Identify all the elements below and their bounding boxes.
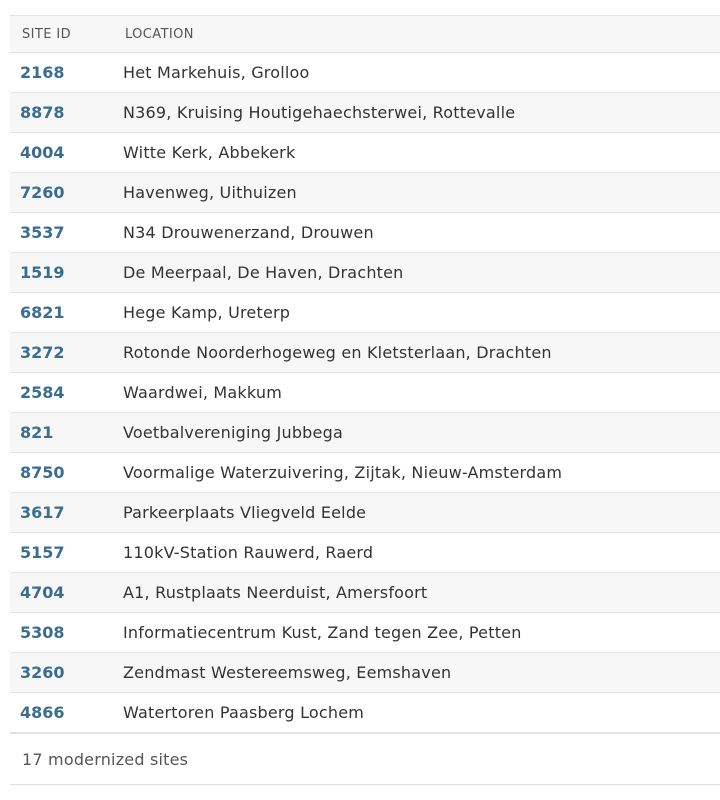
table-row[interactable] — [10, 373, 720, 413]
table-row[interactable] — [10, 613, 720, 653]
table-row[interactable] — [10, 133, 720, 173]
site-id-cell — [10, 293, 113, 333]
site-id-link[interactable]: 7260 — [20, 183, 65, 202]
site-id-link[interactable]: 1519 — [20, 263, 65, 282]
site-id-cell — [10, 573, 113, 613]
site-location-cell: Rotonde Noorderhogeweg en Kletsterlaan, Drachten — [123, 343, 552, 362]
site-id-cell — [10, 53, 113, 93]
table-row[interactable] — [10, 173, 720, 213]
table-row[interactable] — [10, 293, 720, 333]
site-location-cell: Hege Kamp, Ureterp — [123, 303, 291, 322]
site-id-cell — [10, 653, 113, 693]
site-id-link[interactable]: 4004 — [20, 143, 65, 162]
table-row[interactable] — [10, 653, 720, 693]
site-id-cell — [10, 133, 113, 173]
site-id-cell — [10, 533, 113, 573]
column-header-location[interactable]: LOCATION — [125, 26, 194, 42]
table-row[interactable] — [10, 53, 720, 93]
site-location-cell: Zendmast Westereemsweg, Eemshaven — [123, 663, 452, 682]
table-row[interactable] — [10, 493, 720, 533]
sites-table — [10, 15, 720, 733]
site-id-link[interactable]: 821 — [20, 423, 54, 442]
site-id-cell — [10, 413, 113, 453]
table-footer — [10, 733, 720, 785]
table-row[interactable] — [10, 533, 720, 573]
table-row[interactable] — [10, 93, 720, 133]
site-id-link[interactable]: 3272 — [20, 343, 65, 362]
column-header-site-id[interactable]: SITE ID — [22, 26, 72, 42]
site-location-cell: Informatiecentrum Kust, Zand tegen Zee, Petten — [123, 623, 522, 642]
table-row[interactable] — [10, 253, 720, 293]
site-location-cell: Witte Kerk, Abbekerk — [123, 143, 296, 162]
site-id-link[interactable]: 5308 — [20, 623, 65, 642]
site-id-cell — [10, 453, 113, 493]
site-id-link[interactable]: 2584 — [20, 383, 65, 402]
site-location-cell: N369, Kruising Houtigehaechsterwei, Rottevalle — [123, 103, 516, 122]
site-id-cell — [10, 93, 113, 133]
site-id-cell — [10, 493, 113, 533]
site-location-cell: A1, Rustplaats Neerduist, Amersfoort — [123, 583, 428, 602]
site-id-cell — [10, 693, 113, 733]
site-id-link[interactable]: 5157 — [20, 543, 65, 562]
site-id-link[interactable]: 8878 — [20, 103, 65, 122]
site-id-link[interactable]: 4704 — [20, 583, 65, 602]
site-id-link[interactable]: 3260 — [20, 663, 65, 682]
site-id-link[interactable]: 3617 — [20, 503, 65, 522]
table-row[interactable] — [10, 693, 720, 733]
header-row — [10, 16, 720, 53]
table-row[interactable] — [10, 453, 720, 493]
table-row[interactable] — [10, 213, 720, 253]
table-body — [10, 53, 720, 733]
site-location-cell: Waardwei, Makkum — [123, 383, 282, 402]
site-id-link[interactable]: 8750 — [20, 463, 65, 482]
site-location-cell: Voormalige Waterzuivering, Zijtak, Nieuw-Amsterdam — [123, 463, 563, 482]
site-count-summary: 17 modernized sites — [22, 749, 189, 769]
table-row[interactable] — [10, 333, 720, 373]
table-row[interactable] — [10, 573, 720, 613]
site-id-cell — [10, 253, 113, 293]
site-id-link[interactable]: 6821 — [20, 303, 65, 322]
site-id-link[interactable]: 2168 — [20, 63, 65, 82]
site-location-cell: 110kV-Station Rauwerd, Raerd — [123, 543, 374, 562]
sites-panel — [10, 15, 720, 785]
site-location-cell: Voetbalvereniging Jubbega — [123, 423, 343, 442]
site-id-cell — [10, 173, 113, 213]
site-location-cell: Watertoren Paasberg Lochem — [123, 703, 365, 722]
site-location-cell: Parkeerplaats Vliegveld Eelde — [123, 503, 367, 522]
site-id-link[interactable]: 3537 — [20, 223, 65, 242]
site-location-cell: N34 Drouwenerzand, Drouwen — [123, 223, 374, 242]
site-location-cell: Het Markehuis, Grolloo — [123, 63, 310, 82]
site-id-cell — [10, 213, 113, 253]
table-header — [10, 16, 720, 53]
site-id-link[interactable]: 4866 — [20, 703, 65, 722]
site-id-cell — [10, 333, 113, 373]
site-location-cell: Havenweg, Uithuizen — [123, 183, 297, 202]
table-row[interactable] — [10, 413, 720, 453]
site-id-cell — [10, 613, 113, 653]
site-location-cell: De Meerpaal, De Haven, Drachten — [123, 263, 404, 282]
site-id-cell — [10, 373, 113, 413]
